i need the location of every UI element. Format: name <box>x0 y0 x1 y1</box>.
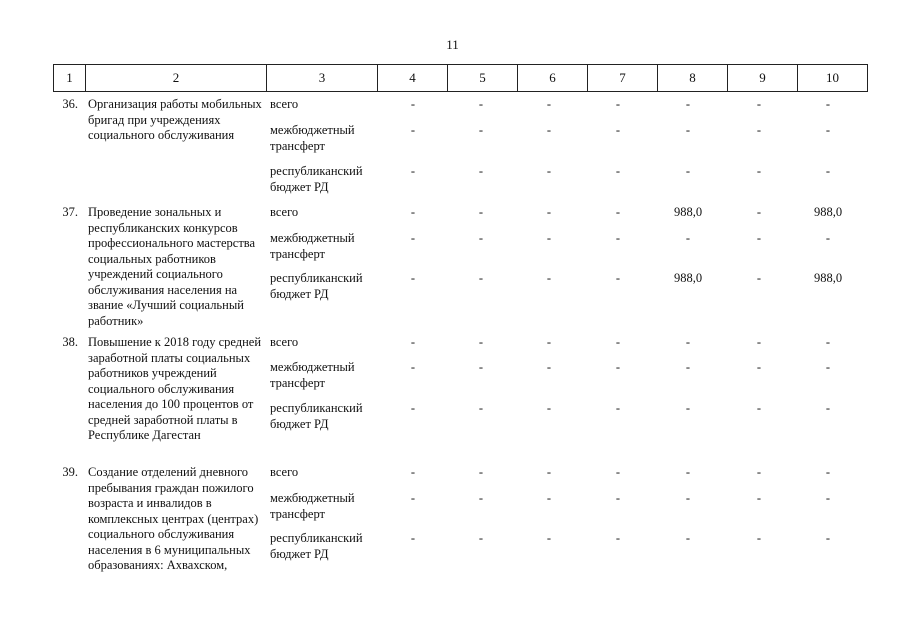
value-cell: 988,0 <box>813 271 843 285</box>
row-source-budget: республиканский бюджет РД <box>270 164 363 194</box>
value-cell: - <box>478 205 484 219</box>
row-source-budget: республиканский бюджет РД <box>270 531 363 561</box>
row-description: Организация работы мобильных бригад при учреждениях социального обслуживания <box>88 97 262 142</box>
value-cell: - <box>615 531 621 545</box>
value-cell: - <box>825 465 831 479</box>
row-source-total: всего <box>270 465 299 479</box>
value-cell: - <box>546 401 552 415</box>
value-cell: - <box>478 271 484 285</box>
value-cell: - <box>825 164 831 178</box>
row-number: 38. <box>62 335 78 349</box>
value-cell: - <box>410 335 416 349</box>
value-cell: - <box>756 401 762 415</box>
value-cell: - <box>410 531 416 545</box>
header-cell-4: 4 <box>378 65 448 92</box>
value-cell: - <box>615 97 621 111</box>
row-description: Повышение к 2018 году средней заработной платы социальных работников учреждений социального обслуживания населения до 100 процентов от средней заработной платы в Республике Дагестан <box>88 335 262 442</box>
value-cell: - <box>825 401 831 415</box>
value-cell: - <box>410 360 416 374</box>
row-source-transfer: межбюджетный трансферт <box>270 123 355 153</box>
value-cell: - <box>756 123 762 137</box>
header-cell-7: 7 <box>588 65 658 92</box>
value-cell: - <box>410 491 416 505</box>
value-cell: - <box>756 271 762 285</box>
value-cell: - <box>756 231 762 245</box>
value-cell: - <box>685 401 691 415</box>
value-cell: - <box>615 164 621 178</box>
row-source-budget: республиканский бюджет РД <box>270 271 363 301</box>
value-cell: - <box>685 531 691 545</box>
value-cell: - <box>756 164 762 178</box>
header-cell-6: 6 <box>518 65 588 92</box>
value-cell: - <box>546 491 552 505</box>
value-cell: - <box>615 401 621 415</box>
row-description: Проведение зональных и республиканских конкурсов профессионального мастерства социальных работников учреждений социального обслуживания населения на звание «Лучший социальный работник» <box>88 205 256 328</box>
row-number: 36. <box>62 97 78 111</box>
value-cell: - <box>615 335 621 349</box>
value-cell: - <box>478 465 484 479</box>
value-cell: - <box>410 123 416 137</box>
value-cell: - <box>615 360 621 374</box>
value-cell: - <box>825 231 831 245</box>
row-description: Создание отделений дневного пребывания граждан пожилого возраста и инвалидов в комплексных центрах (центрах) социального обслуживания населения в 6 муниципальных образованиях: Ахвахском, <box>88 465 259 572</box>
row-number: 39. <box>62 465 78 479</box>
header-cell-1: 1 <box>54 65 86 92</box>
value-cell: - <box>756 360 762 374</box>
value-cell: - <box>756 97 762 111</box>
value-cell: - <box>546 465 552 479</box>
value-cell: - <box>685 465 691 479</box>
row-source-transfer: межбюджетный трансферт <box>270 231 355 261</box>
value-cell: - <box>825 531 831 545</box>
value-cell: - <box>546 97 552 111</box>
row-source-transfer: межбюджетный трансферт <box>270 491 355 521</box>
value-cell: - <box>546 271 552 285</box>
value-cell: - <box>410 205 416 219</box>
value-cell: 988,0 <box>813 205 843 219</box>
header-cell-8: 8 <box>658 65 728 92</box>
row-source-total: всего <box>270 205 299 219</box>
value-cell: - <box>546 205 552 219</box>
value-cell: - <box>615 231 621 245</box>
header-cell-9: 9 <box>728 65 798 92</box>
value-cell: - <box>615 205 621 219</box>
value-cell: - <box>685 231 691 245</box>
value-cell: - <box>546 164 552 178</box>
value-cell: - <box>756 205 762 219</box>
row-source-budget: республиканский бюджет РД <box>270 401 363 431</box>
value-cell: 988,0 <box>673 271 703 285</box>
column-header-row <box>53 64 868 92</box>
value-cell: - <box>478 360 484 374</box>
value-cell: - <box>410 401 416 415</box>
value-cell: - <box>825 360 831 374</box>
value-cell: - <box>478 401 484 415</box>
value-cell: - <box>825 123 831 137</box>
row-source-total: всего <box>270 335 299 349</box>
value-cell: - <box>410 231 416 245</box>
value-cell: - <box>615 123 621 137</box>
value-cell: - <box>478 123 484 137</box>
value-cell: - <box>546 335 552 349</box>
value-cell: - <box>685 97 691 111</box>
value-cell: - <box>410 164 416 178</box>
value-cell: - <box>478 491 484 505</box>
value-cell: - <box>615 491 621 505</box>
header-cell-10: 10 <box>798 65 868 92</box>
value-cell: - <box>756 531 762 545</box>
value-cell: - <box>756 335 762 349</box>
value-cell: - <box>825 97 831 111</box>
value-cell: - <box>685 164 691 178</box>
header-cell-2: 2 <box>86 65 267 92</box>
header-cell-3: 3 <box>267 65 378 92</box>
value-cell: - <box>756 491 762 505</box>
row-number: 37. <box>62 205 78 219</box>
value-cell: - <box>825 491 831 505</box>
value-cell: - <box>410 465 416 479</box>
value-cell: - <box>685 123 691 137</box>
value-cell: - <box>546 360 552 374</box>
header-cell-5: 5 <box>448 65 518 92</box>
value-cell: 988,0 <box>673 205 703 219</box>
value-cell: - <box>756 465 762 479</box>
value-cell: - <box>478 231 484 245</box>
value-cell: - <box>546 531 552 545</box>
value-cell: - <box>546 231 552 245</box>
value-cell: - <box>685 335 691 349</box>
value-cell: - <box>615 465 621 479</box>
value-cell: - <box>410 271 416 285</box>
value-cell: - <box>615 271 621 285</box>
value-cell: - <box>478 164 484 178</box>
value-cell: - <box>546 123 552 137</box>
row-source-transfer: межбюджетный трансферт <box>270 360 355 390</box>
value-cell: - <box>478 531 484 545</box>
value-cell: - <box>410 97 416 111</box>
value-cell: - <box>478 97 484 111</box>
page-number: 11 <box>446 37 459 52</box>
value-cell: - <box>825 335 831 349</box>
value-cell: - <box>685 491 691 505</box>
value-cell: - <box>478 335 484 349</box>
row-source-total: всего <box>270 97 299 111</box>
value-cell: - <box>685 360 691 374</box>
